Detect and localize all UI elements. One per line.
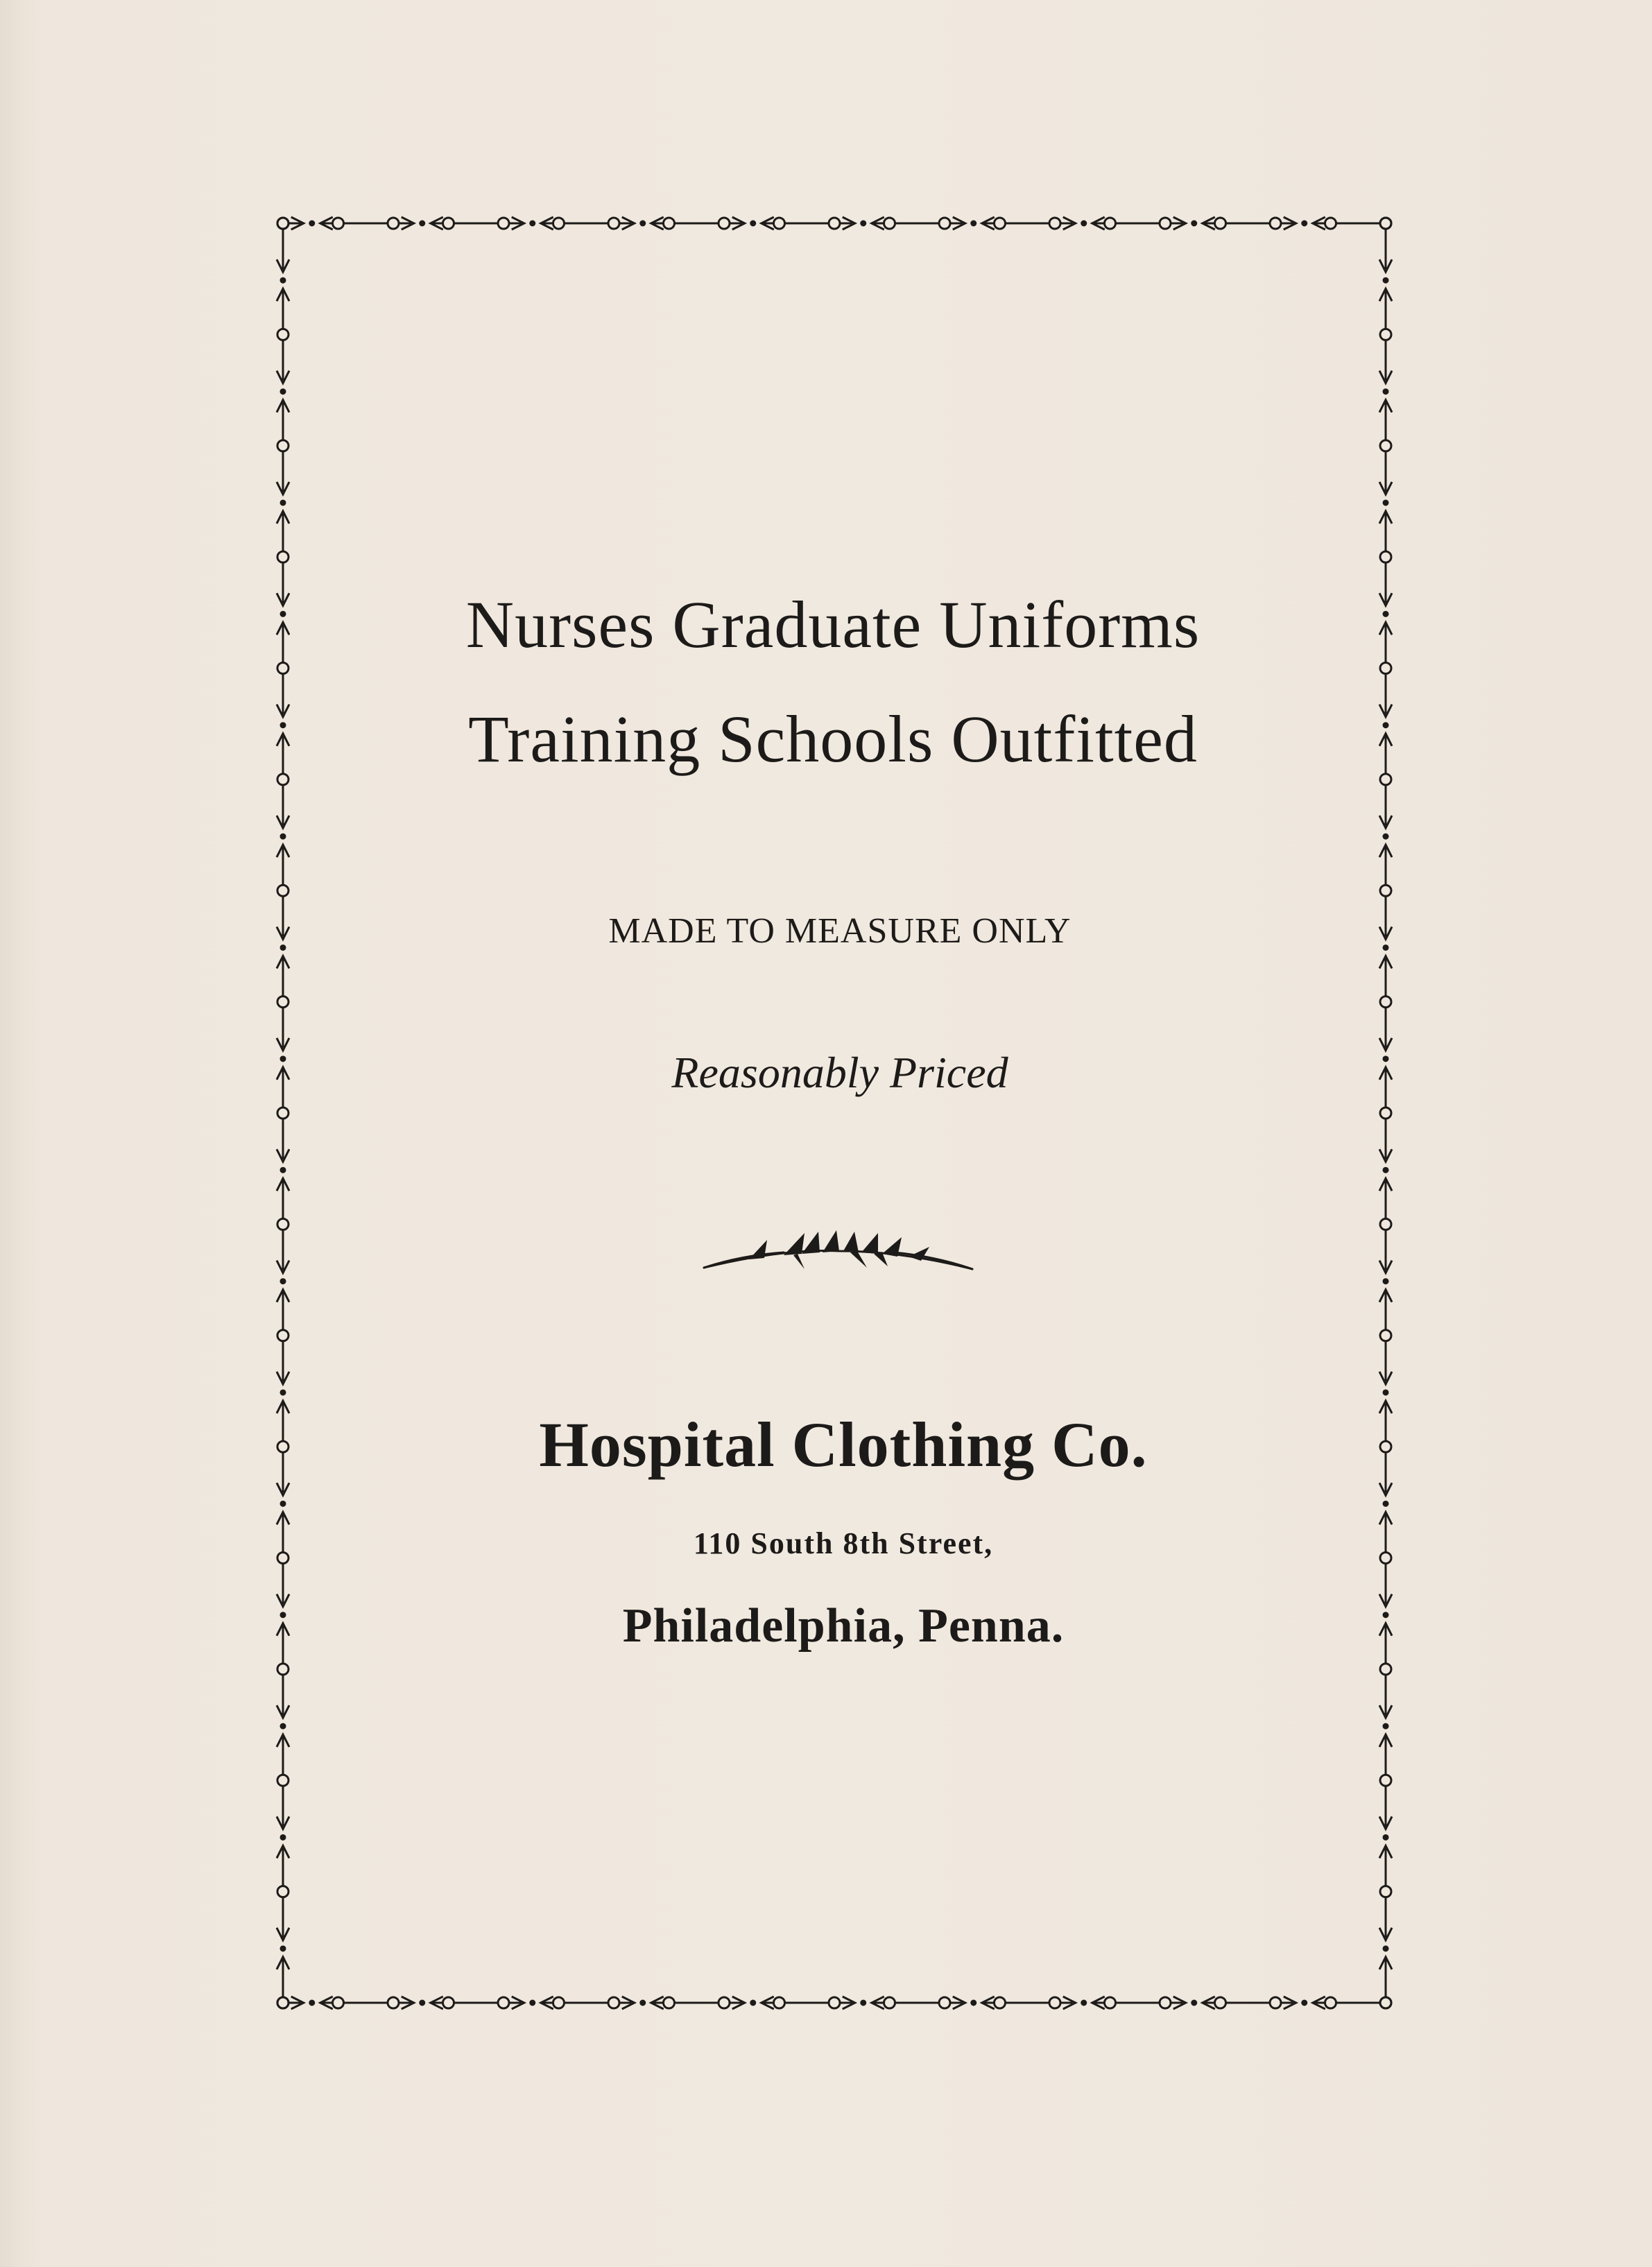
headline-training-schools: Training Schools Outfitted bbox=[468, 702, 1198, 776]
company-name: Hospital Clothing Co. bbox=[539, 1409, 1148, 1480]
street-address: 110 South 8th Street, bbox=[693, 1526, 994, 1560]
reasonably-priced-text: Reasonably Priced bbox=[671, 1048, 1008, 1097]
made-to-measure-text: MADE TO MEASURE ONLY bbox=[608, 911, 1072, 951]
headline-nurses-uniforms: Nurses Graduate Uniforms bbox=[465, 587, 1201, 662]
laurel-ornament-icon bbox=[700, 1227, 978, 1276]
city-state: Philadelphia, Penna. bbox=[622, 1599, 1065, 1653]
